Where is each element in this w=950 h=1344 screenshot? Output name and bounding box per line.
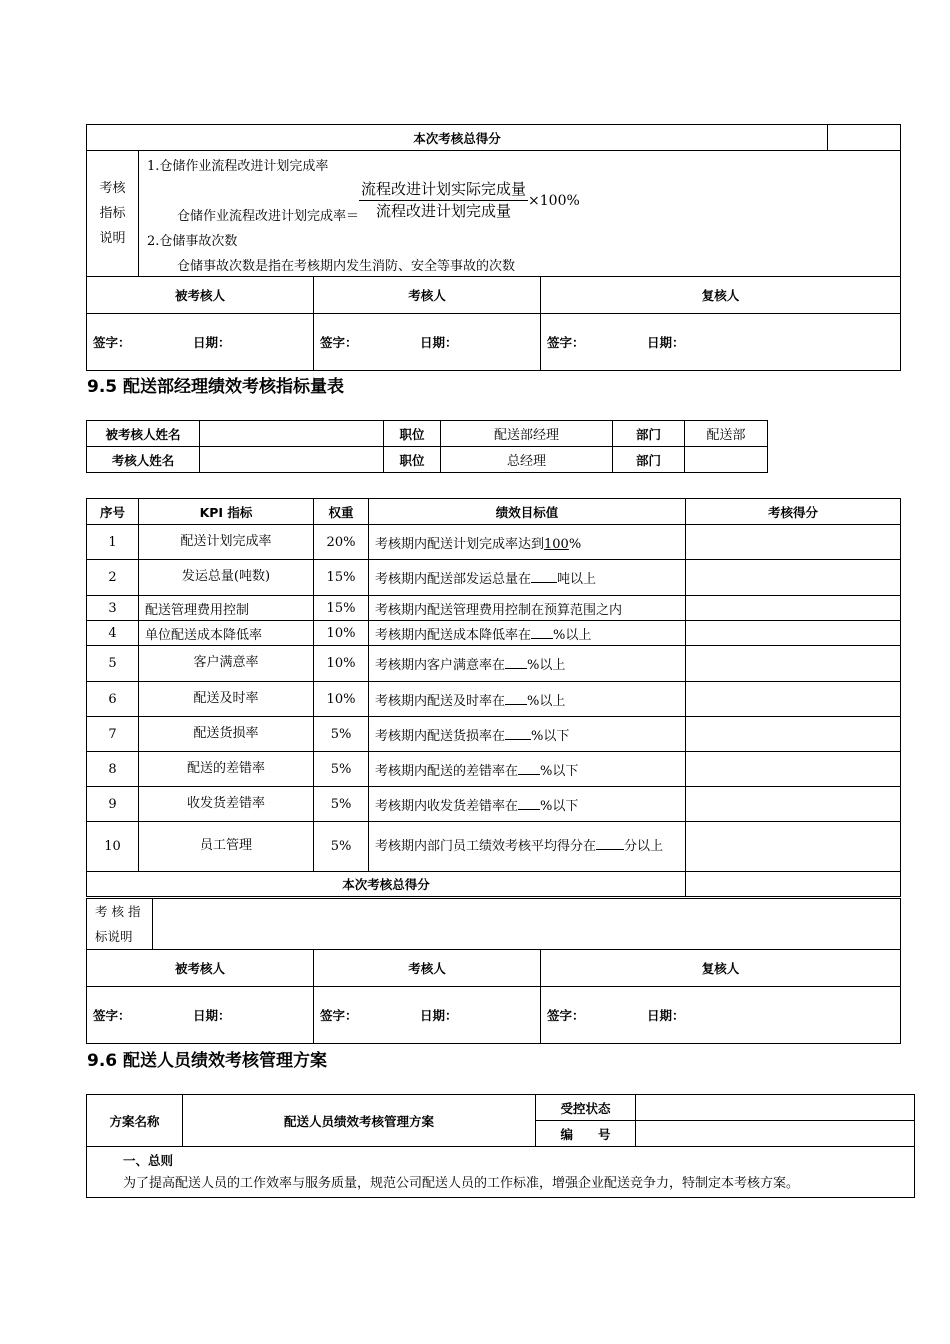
control-status-label: 受控状态 xyxy=(536,1095,636,1121)
sign-cell-examiner[interactable]: 签字： 日期： xyxy=(314,987,541,1044)
total-score-label: 本次考核总得分 xyxy=(87,872,686,897)
kpi-score-cell[interactable] xyxy=(686,621,901,646)
examiner-position: 总经理 xyxy=(441,447,613,473)
indicator-desc-content[interactable] xyxy=(153,899,901,950)
position-label: 职位 xyxy=(384,421,441,447)
number-label: 编 号 xyxy=(536,1121,636,1147)
section-9-5-heading: 9.5 配送部经理绩效考核指标量表 xyxy=(87,377,345,397)
examiner-dept[interactable] xyxy=(685,447,768,473)
general-title: 一、总则 xyxy=(123,1153,174,1168)
table-row: 8 配送的差错率 5% 考核期内配送的差错率在 %以下 xyxy=(87,752,901,787)
info-table xyxy=(86,420,768,473)
formula-denominator: 流程改进计划完成量 xyxy=(376,202,512,220)
plan-content xyxy=(87,1147,915,1198)
kpi-score-cell[interactable] xyxy=(686,646,901,682)
formula-multiplier: ×100% xyxy=(528,192,580,209)
sign-cell-examinee[interactable]: 签字： 日期： xyxy=(87,314,314,371)
top-assessment-table xyxy=(86,124,901,371)
role-examinee: 被考核人 xyxy=(87,277,314,314)
kpi-score-cell[interactable] xyxy=(686,752,901,787)
dept-label: 部门 xyxy=(613,421,685,447)
plan-table xyxy=(86,1094,915,1198)
total-score-value[interactable] xyxy=(828,125,901,151)
general-text: 为了提高配送人员的工作效率与服务质量，规范公司配送人员的工作标准，增强企业配送竞争力，特制定本考核方案。 xyxy=(123,1176,800,1191)
desc-item-2-text: 仓储事故次数是指在考核期内发生消防、安全等事故的次数 xyxy=(177,259,516,274)
kpi-table xyxy=(86,498,901,897)
examiner-name-label: 考核人姓名 xyxy=(87,447,200,473)
table-row: 5 客户满意率 10% 考核期内客户满意率在 %以上 xyxy=(87,646,901,682)
formula-numerator: 流程改进计划实际完成量 xyxy=(359,179,528,201)
examinee-name-field[interactable] xyxy=(200,421,384,447)
examinee-dept: 配送部 xyxy=(685,421,768,447)
kpi-score-cell[interactable] xyxy=(686,596,901,621)
role-examiner: 考核人 xyxy=(314,277,541,314)
kpi-header-no: 序号 xyxy=(87,499,139,525)
kpi-score-cell[interactable] xyxy=(686,787,901,822)
plan-name: 配送人员绩效考核管理方案 xyxy=(183,1095,536,1147)
kpi-score-cell[interactable] xyxy=(686,525,901,560)
table-row: 4 单位配送成本降低率 10% 考核期内配送成本降低率在 %以上 xyxy=(87,621,901,646)
sign-cell-examiner[interactable]: 签字： 日期： xyxy=(314,314,541,371)
kpi-header-score: 考核得分 xyxy=(686,499,901,525)
kpi-header-weight: 权重 xyxy=(314,499,369,525)
examinee-position: 配送部经理 xyxy=(441,421,613,447)
section-9-6-heading: 9.6 配送人员绩效考核管理方案 xyxy=(87,1051,328,1071)
kpi-score-cell[interactable] xyxy=(686,682,901,717)
table-row: 7 配送货损率 5% 考核期内配送货损率在 %以下 xyxy=(87,717,901,752)
role-examinee: 被考核人 xyxy=(87,950,314,987)
kpi-sign-table xyxy=(86,898,901,1044)
table-row: 9 收发货差错率 5% 考核期内收发货差错率在 %以下 xyxy=(87,787,901,822)
total-score-label: 本次考核总得分 xyxy=(87,125,828,151)
table-row: 3 配送管理费用控制 15% 考核期内配送管理费用控制在预算范围之内 xyxy=(87,596,901,621)
examiner-name-field[interactable] xyxy=(200,447,384,473)
role-examiner: 考核人 xyxy=(314,950,541,987)
examinee-name-label: 被考核人姓名 xyxy=(87,421,200,447)
role-reviewer: 复核人 xyxy=(541,277,901,314)
table-row: 2 发运总量(吨数) 15% 考核期内配送部发运总量在 吨以上 xyxy=(87,560,901,596)
number-field[interactable] xyxy=(636,1121,915,1147)
formula xyxy=(177,177,580,224)
kpi-header-target: 绩效目标值 xyxy=(369,499,686,525)
indicator-desc-content xyxy=(139,151,901,277)
formula-lhs: 仓储作业流程改进计划完成率＝ xyxy=(177,209,360,224)
kpi-score-cell[interactable] xyxy=(686,560,901,596)
table-row: 10 员工管理 5% 考核期内部门员工绩效考核平均得分在 分以上 xyxy=(87,822,901,872)
kpi-score-cell[interactable] xyxy=(686,717,901,752)
desc-item-1-title: 1.仓储作业流程改进计划完成率 xyxy=(147,159,329,174)
table-row: 6 配送及时率 10% 考核期内配送及时率在 %以上 xyxy=(87,682,901,717)
dept-label: 部门 xyxy=(613,447,685,473)
position-label: 职位 xyxy=(384,447,441,473)
desc-item-2-title: 2.仓储事故次数 xyxy=(147,234,238,249)
kpi-score-cell[interactable] xyxy=(686,822,901,872)
indicator-desc-label: 考 核 指 标说明 xyxy=(87,899,153,950)
control-status-field[interactable] xyxy=(636,1095,915,1121)
total-score-value[interactable] xyxy=(686,872,901,897)
sign-cell-examinee[interactable]: 签字： 日期： xyxy=(87,987,314,1044)
role-reviewer: 复核人 xyxy=(541,950,901,987)
kpi-header-kpi: KPI 指标 xyxy=(139,499,314,525)
sign-cell-reviewer[interactable]: 签字： 日期： xyxy=(541,987,901,1044)
indicator-desc-label: 考核 指标 说明 xyxy=(87,151,139,277)
table-row: 1 配送计划完成率 20% 考核期内配送计划完成率达到100% xyxy=(87,525,901,560)
sign-cell-reviewer[interactable]: 签字： 日期： xyxy=(541,314,901,371)
plan-name-label: 方案名称 xyxy=(87,1095,183,1147)
